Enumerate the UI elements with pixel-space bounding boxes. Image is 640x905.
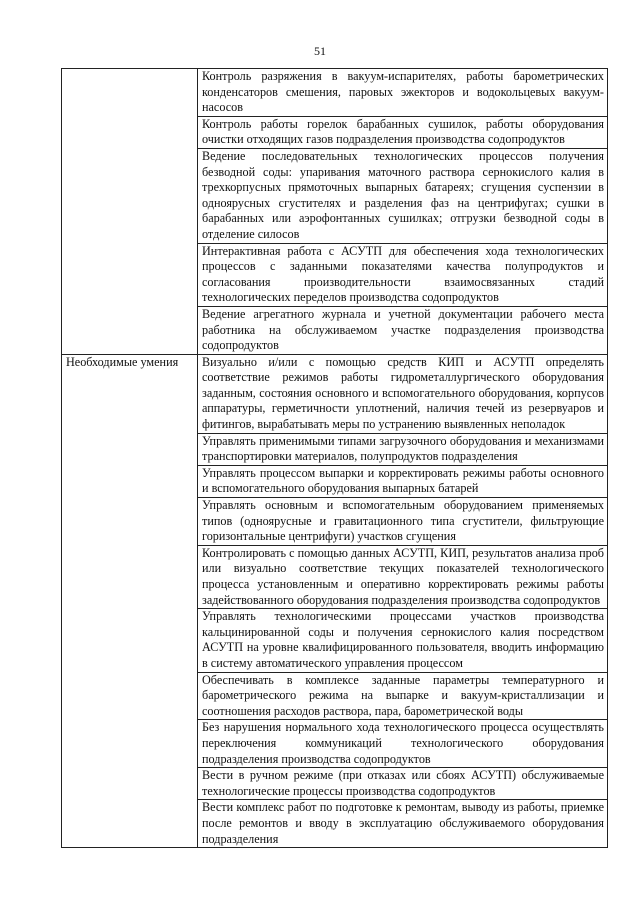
cell-text: Управлять технологическими процессами участков производства кальцинированной соды и получения сернокислого калия посредством АСУТП на уровне квалифицированного пользователя, вводить информацию в систему автоматического управления процессом <box>198 609 608 672</box>
cell-text: Обеспечивать в комплексе заданные параметры температурного и барометрического режима на выпарке и вакуум-кристаллизации и соотношения расходов раствора, пара, барометрической воды <box>198 672 608 720</box>
cell-text: Контроль работы горелок барабанных сушилок, работы оборудования очистки отходящих газов подразделения производства содопродуктов <box>198 116 608 148</box>
cell-text: Интерактивная работа с АСУТП для обеспечения хода технологических процессов с заданными показателями качества полупродуктов и согласования производительности взаимосвязанных стадий технологических переделов производства содопродуктов <box>198 243 608 306</box>
requirements-table <box>61 68 608 848</box>
cell-text: Управлять основным и вспомогательным оборудованием применяемых типов (одноярусные и гравитационного типа сгустители, фильтрующие горизонтальные центрифуги) участков сгущения <box>198 498 608 546</box>
cell-text: Вести в ручном режиме (при отказах или сбоях АСУТП) обслуживаемые технологические процессы производства содопродуктов <box>198 768 608 800</box>
section-label-skills: Необходимые умения <box>62 354 198 847</box>
cell-text: Управлять процессом выпарки и корректировать режимы работы основного и вспомогательного оборудования выпарных батарей <box>198 465 608 497</box>
table-row <box>62 354 608 433</box>
cell-text: Без нарушения нормального хода технологического процесса осуществлять переключения коммуникаций технологического оборудования подразделения производства содопродуктов <box>198 720 608 768</box>
cell-text: Ведение последовательных технологических процессов получения безводной соды: упаривания маточного раствора сернокислого калия в трехкорпусных прямоточных выпарных батареях; сгущения суспензии в одноярусных сгустителях и разделения фаз на центрифугах; сушки в барабанных или аэрофонтанных сушилках; отгрузки безводной соды в отделение силосов <box>198 148 608 243</box>
left-cell-continuation <box>62 69 198 355</box>
cell-text: Ведение агрегатного журнала и учетной документации рабочего места работника на обслуживаемом участке подразделения производства содопродуктов <box>198 306 608 354</box>
table-row <box>62 69 608 117</box>
cell-text: Контроль разряжения в вакуум-испарителях, работы барометрических конденсаторов смешения, паровых эжекторов и водокольцевых вакуум-насосов <box>198 69 608 117</box>
page-number: 51 <box>314 44 326 58</box>
cell-text: Визуально и/или с помощью средств КИП и АСУТП определять соответствие режимов работы гидрометаллургического оборудования заданным, состояния основного и вспомогательного оборудования, корпусов аппаратуры, герметичности уплотнений, наличия течей из резервуаров и фитингов, вырабатывать меры по устранению выявленных неполадок <box>198 354 608 433</box>
cell-text: Контролировать с помощью данных АСУТП, КИП, результатов анализа проб или визуально соответствие текущих показателей технологического процесса установленным и оперативно корректировать режимы работы задействованного оборудования подразделения производства содопродуктов <box>198 545 608 608</box>
cell-text: Вести комплекс работ по подготовке к ремонтам, выводу из работы, приемке после ремонтов и вводу в эксплуатацию обслуживаемого оборудования подразделения <box>198 800 608 848</box>
cell-text: Управлять применимыми типами загрузочного оборудования и механизмами транспортировки материалов, полупродуктов подразделения <box>198 433 608 465</box>
